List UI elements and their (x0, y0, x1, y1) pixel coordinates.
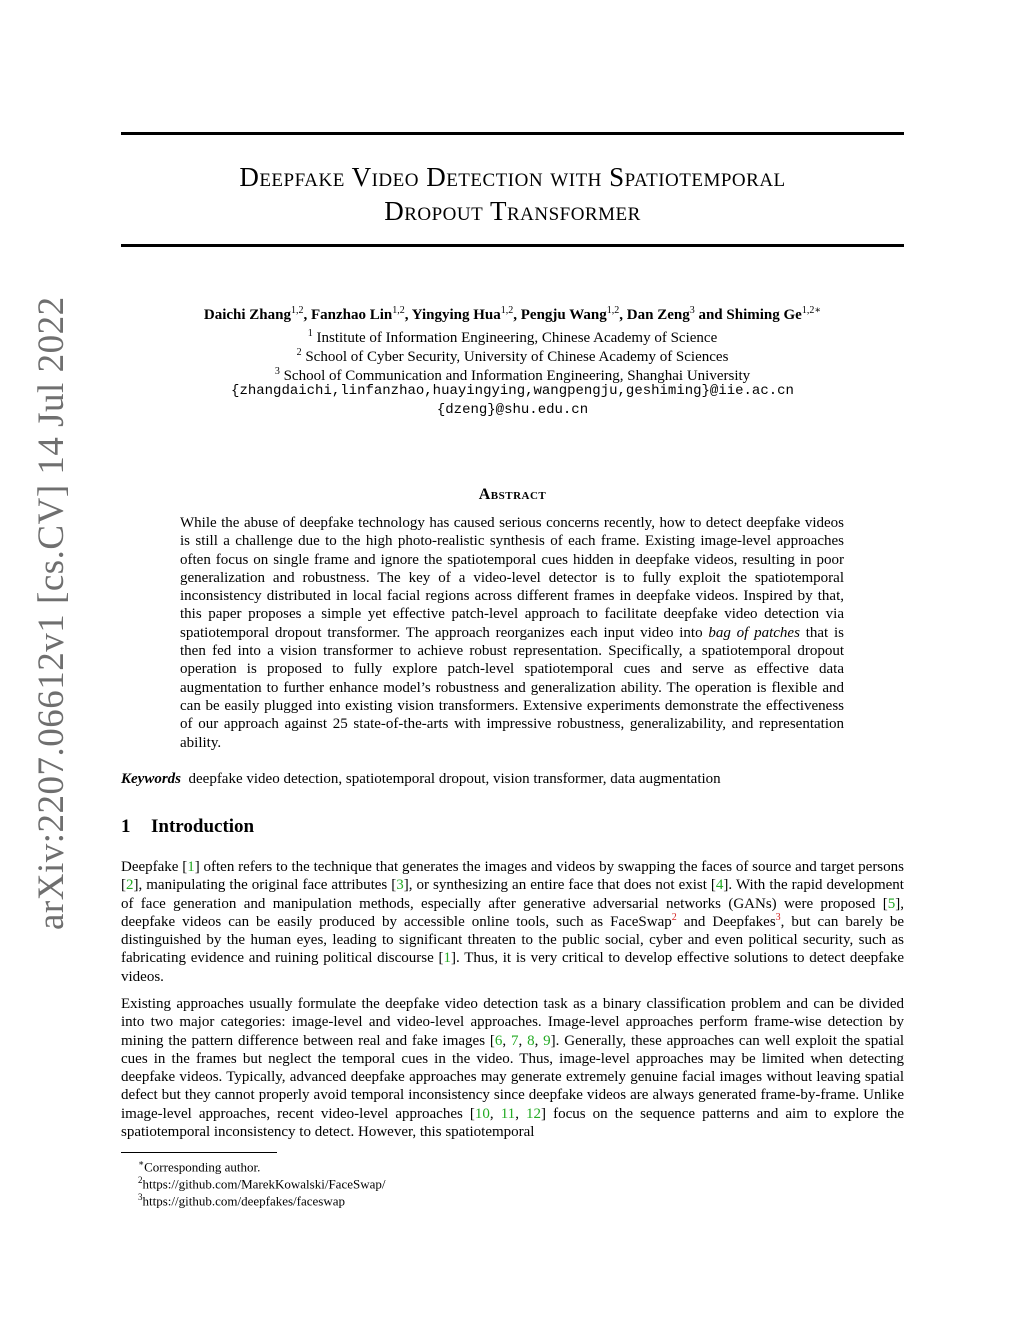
footnote-url[interactable]: https://github.com/MarekKowalski/FaceSwap/ (142, 1176, 386, 1192)
affiliation-mark: 3 (274, 366, 280, 377)
affiliation-text: Institute of Information Engineering, Chinese Academy of Science (316, 330, 718, 346)
footnote-text: Corresponding author. (144, 1159, 261, 1175)
arxiv-identifier: arXiv:2207.06612v1 [cs.CV] 14 Jul 2022 (31, 296, 72, 930)
abstract-text: that is then fed into a vision transformer to achieve robust representation. Specifically, a spatiotemporal dropout operation is proposed to fully explore patch-level spatiotemporal cues and serve as effective data augmentation to further enhance model’s robustness and generalization ability. The operation is flexible and can be easily plugged into existing vision transformers. Extensive experiments demonstrate the effectiveness of our approach against 25 state-of-the-arts with impressive robustness, generalizability, and representation ability. (180, 624, 844, 751)
affiliation-text: School of Cyber Security, University of Chinese Academy of Sciences (305, 349, 729, 365)
email-line: {dzeng}@shu.edu.cn (436, 402, 589, 418)
section-number: 1 (121, 816, 131, 837)
title-line-2: Dropout Transformer (384, 196, 641, 226)
abstract-text: While the abuse of deepfake technology has caused serious concerns recently, how to detect deepfake videos is still a challenge due to the high photo-realistic synthesis of each frame. Existing image-level approaches often focus on single frame and ignore the spatiotemporal cues hidden in deepfake videos, resulting in poor generalization and robustness. The key of a video-level detector is to fully exploit the spatiotemporal inconsistency distributed in local facial regions across different frames in deepfake videos. Inspired by that, this paper proposes a simple yet effective patch-level approach to facilitate deepfake video detection via spatiotemporal dropout transformer. The approach reorganizes each input video into (180, 515, 844, 641)
abstract-emphasis: bag of patches (708, 624, 800, 641)
author-affil-mark: 1,2 (392, 305, 405, 316)
author-list (121, 305, 904, 324)
paragraph-text: ], manipulating the original face attributes [ (133, 877, 397, 894)
affiliation-text: School of Communication and Information Engineering, Shanghai University (283, 368, 751, 384)
author-affil-mark: 3 (689, 305, 695, 316)
author: Pengju Wang (520, 307, 607, 323)
author-separator: , (619, 307, 627, 323)
footnote-link[interactable]: 3 (775, 911, 781, 923)
footnote-mark: 2 (138, 1175, 143, 1185)
author: Shiming Ge (726, 307, 802, 323)
author: Yingying Hua (411, 307, 501, 323)
paragraph-text: ], or synthesizing an entire face that does not exist [ (403, 877, 716, 894)
citation-link[interactable]: 1 (187, 859, 195, 875)
author-separator: , (303, 307, 311, 323)
citation-separator: , (518, 1032, 528, 1049)
paragraph-text: ], deepfake videos can be easily produced by accessible online tools, such as FaceSwap (121, 895, 904, 930)
footnote (138, 1189, 345, 1209)
citation-link[interactable]: 2 (126, 877, 134, 894)
abstract-body (180, 514, 844, 752)
title-bottom-rule (121, 244, 904, 247)
citation-link[interactable]: 5 (887, 895, 896, 912)
citation-link[interactable]: 10 (474, 1105, 490, 1122)
author-affil-mark: 1,2 (290, 305, 304, 316)
author-separator: , (513, 307, 521, 323)
paragraph-text: ] focus on the sequence patterns and aim to explore the spatiotemporal inconsistency to detect. However, this spatiotemporal (121, 1105, 905, 1141)
section-title: Introduction (151, 816, 255, 837)
affiliation-mark: 2 (296, 347, 302, 358)
footnote-link[interactable]: 2 (671, 911, 677, 923)
author: Fanzhao Lin (310, 307, 393, 323)
author-affil-mark: 1,2 (606, 305, 620, 316)
abstract-heading: Abstract (478, 486, 547, 503)
footnote-rule (121, 1152, 277, 1153)
paper-title (121, 160, 904, 228)
paragraph-text: ]. Generally, these approaches can well exploit the spatial cues in the frames but neglect the temporal cues in the video. Thus, image-level approaches may be limited when detecting deepfake videos. Typically, advanced deepfake approaches may generate extremely genuine facial images without leaving spatial defect but they cannot properly avoid temporal inconsistency since deepfake videos are always generated frame-by-frame. Unlike image-level approaches, recent video-level approaches [ (121, 1032, 905, 1122)
keywords (121, 771, 904, 788)
keywords-label: Keywords (121, 771, 181, 787)
keywords-text: deepfake video detection, spatiotemporal dropout, vision transformer, data augmentation (188, 771, 721, 787)
citation-separator: , (489, 1105, 501, 1122)
citation-link[interactable]: 9 (543, 1032, 551, 1049)
author: Daichi Zhang (203, 307, 291, 323)
email-line: {zhangdaichi,linfanzhao,huayingying,wangpengju,geshiming}@iie.ac.cn (231, 383, 794, 399)
paragraph-text: , but can barely be distinguished by the human eyes, leading to significant threaten to the public social, cyber and even political security, such as fabricating evidence and ruining political discourse [ (121, 913, 904, 967)
author-separator: and (694, 307, 727, 323)
citation-link[interactable]: 7 (510, 1032, 519, 1049)
author-affil-mark: 1,2∗ (801, 305, 822, 316)
paragraph-text: ] often refers to the technique that generates the images and videos by swapping the faces of source and target persons [ (121, 859, 904, 894)
citation-link[interactable]: 12 (526, 1105, 542, 1122)
citation-separator: , (515, 1105, 527, 1122)
intro-paragraph-2 (121, 995, 904, 1141)
footnote-url[interactable]: https://github.com/deepfakes/faceswap (142, 1193, 346, 1209)
title-line-1: Deepfake Video Detection with Spatiotemporal (239, 162, 786, 192)
citation-link[interactable]: 4 (715, 877, 724, 894)
citation-link[interactable]: 6 (494, 1032, 503, 1049)
footnote-mark: 3 (138, 1192, 143, 1202)
citation-link[interactable]: 3 (396, 877, 404, 894)
author-separator: , (404, 307, 412, 323)
citation-separator: , (502, 1032, 511, 1049)
paragraph-text: Deepfake [ (121, 859, 188, 875)
citation-link[interactable]: 1 (443, 950, 452, 967)
citation-link[interactable]: 11 (500, 1105, 516, 1122)
paragraph-text: ]. Thus, it is very critical to develop effective solutions to detect deepfake videos. (121, 950, 904, 985)
paragraph-text: Existing approaches usually formulate the deepfake video detection task as a binary classification problem and can be divided into two major categories: image-level and video-level approaches. Image-level approaches perform frame-wise detection by mining the pattern difference between real and fake images [ (121, 996, 904, 1049)
author: Dan Zeng (626, 307, 690, 323)
paragraph-text: ]. With the rapid development of face generation and manipulation methods, especially after generative adversarial networks (GANs) were proposed [ (121, 877, 904, 912)
citation-separator: , (534, 1032, 544, 1049)
footnote-mark: ∗ (138, 1158, 145, 1168)
section-heading (121, 816, 254, 838)
paragraph-text: and Deepfakes (676, 913, 776, 930)
citation-link[interactable]: 8 (527, 1032, 535, 1049)
author-affil-mark: 1,2 (500, 305, 514, 316)
intro-paragraph-1 (121, 858, 904, 986)
title-top-rule (121, 132, 904, 135)
affiliation-mark: 1 (307, 328, 313, 339)
